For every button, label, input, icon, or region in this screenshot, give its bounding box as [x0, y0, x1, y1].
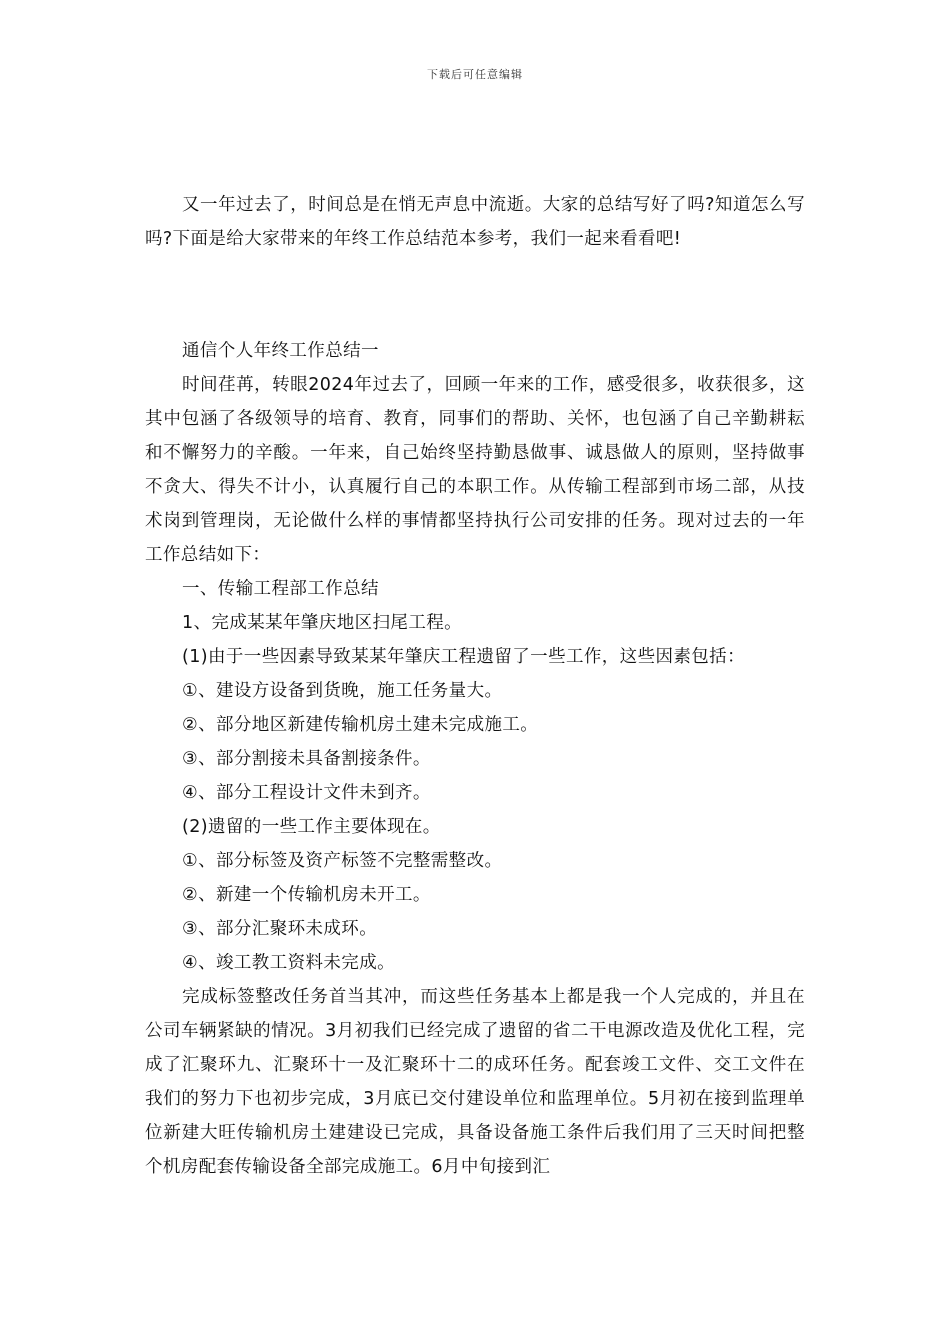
- reason-item: ④、部分工程设计文件未到齐。: [182, 783, 431, 803]
- body-section: [145, 334, 805, 1184]
- leftover-item: ①、部分标签及资产标签不完整需整改。: [182, 851, 503, 871]
- header-note: 下载后可任意编辑: [427, 68, 523, 81]
- leftover-item: ②、新建一个传输机房未开工。: [182, 885, 431, 905]
- reason-item: ②、部分地区新建传输机房土建未完成施工。: [182, 715, 539, 735]
- reason-item: ③、部分割接未具备割接条件。: [182, 749, 431, 769]
- sub-heading-2: (2)遗留的一些工作主要体现在。: [182, 817, 441, 837]
- leftover-item: ③、部分汇聚环未成环。: [182, 919, 378, 939]
- intro-paragraph: 又一年过去了，时间总是在悄无声息中流逝。大家的总结写好了吗?知道怎么写吗?下面是给大家带来的年终工作总结范本参考，我们一起来看看吧!: [145, 195, 805, 249]
- item-heading-1: 1、完成某某年肇庆地区扫尾工程。: [182, 613, 463, 633]
- leftover-item: ④、竣工教工资料未完成。: [182, 953, 395, 973]
- sub-heading-1: (1)由于一些因素导致某某年肇庆工程遗留了一些工作，这些因素包括：: [182, 647, 745, 667]
- intro-section: [145, 188, 805, 256]
- document-title: 通信个人年终工作总结一: [182, 341, 379, 361]
- reason-item: ①、建设方设备到货晚，施工任务量大。: [182, 681, 503, 701]
- paragraph-2: 完成标签整改任务首当其冲，而这些任务基本上都是我一个人完成的，并且在公司车辆紧缺的情况。3月初我们已经完成了遗留的省二干电源改造及优化工程，完成了汇聚环九、汇聚环十一及汇聚环十二的成环任务。配套竣工文件、交工文件在我们的努力下也初步完成，3月底已交付建设单位和监理单位。5月初在接到监理单位新建大旺传输机房土建建设已完成，具备设备施工条件后我们用了三天时间把整个机房配套传输设备全部完成施工。6月中旬接到汇: [145, 987, 805, 1177]
- section-heading-1: 一、传输工程部工作总结: [182, 579, 379, 599]
- paragraph-1: 时间荏苒，转眼2024年过去了，回顾一年来的工作，感受很多，收获很多，这其中包涵了各级领导的培育、教育，同事们的帮助、关怀，也包涵了自己辛勤耕耘和不懈努力的辛酸。一年来，自己始终坚持勤恳做事、诚恳做人的原则，坚持做事不贪大、得失不计小，认真履行自己的本职工作。从传输工程部到市场二部，从技术岗到管理岗，无论做什么样的事情都坚持执行公司安排的任务。现对过去的一年工作总结如下：: [145, 375, 805, 565]
